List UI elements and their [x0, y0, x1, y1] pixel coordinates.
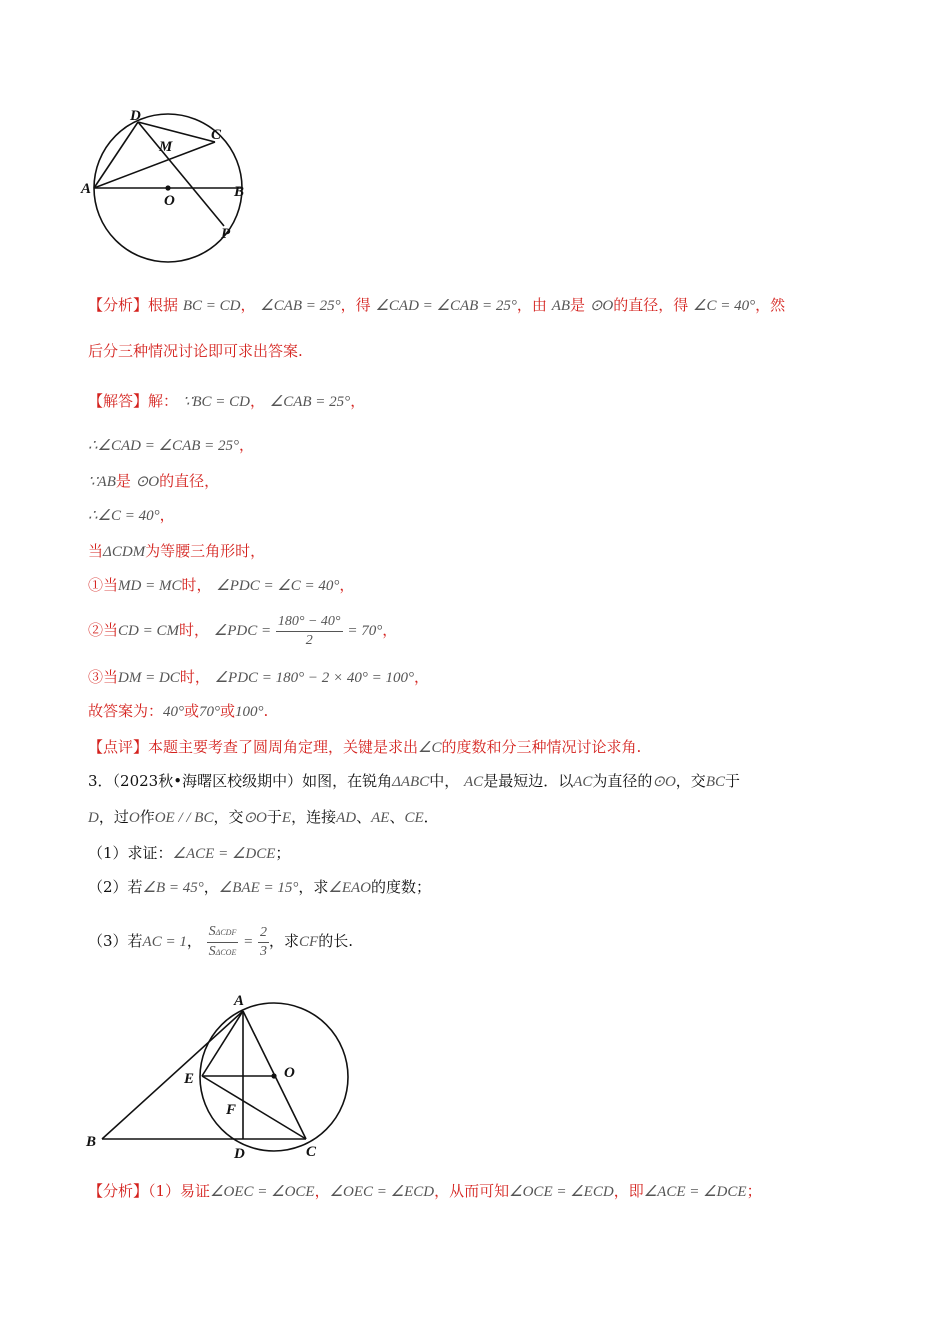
math: AC = 1 — [142, 934, 187, 950]
math: ∠CAB = 25° — [269, 394, 351, 410]
math: ∵BC = CD — [182, 394, 250, 410]
label-b: B — [234, 184, 245, 200]
text: ，然 — [755, 296, 786, 314]
text: ，得 — [340, 296, 371, 314]
text: ； — [275, 844, 291, 862]
text: 的长. — [318, 932, 353, 950]
text: ，交 — [213, 808, 244, 826]
text: ，连接 — [291, 808, 337, 826]
math: E — [281, 810, 292, 826]
text: ，过 — [98, 808, 129, 826]
solution-1-line-8 — [88, 666, 429, 689]
denominator: 3 — [260, 943, 268, 959]
text: 、 — [356, 808, 372, 826]
comment-1 — [88, 736, 641, 759]
math: ∠OEC = ∠ECD — [329, 1184, 435, 1200]
math: CE — [404, 810, 424, 826]
sub: ΔCOE — [215, 947, 237, 957]
math: ⊙O — [589, 298, 614, 314]
math: AB — [551, 298, 571, 314]
text: 或 — [184, 702, 200, 720]
math: ΔABC — [392, 774, 430, 790]
text: 是 — [115, 472, 131, 490]
segment-ac — [94, 142, 215, 188]
text: 或 — [220, 702, 236, 720]
text: 故答案为： — [88, 702, 164, 720]
math: OE / / BC — [154, 810, 214, 826]
text: ， — [239, 436, 255, 454]
text: 是最短边．以 — [483, 772, 574, 790]
text: 的直径， — [159, 472, 220, 490]
math: AC — [573, 774, 593, 790]
math: 70° — [199, 704, 221, 720]
math: CD = CM — [118, 623, 179, 639]
solution-1-line-9 — [88, 700, 268, 723]
center-dot — [271, 1073, 276, 1078]
math: = 70° — [347, 623, 383, 639]
label-e: E — [184, 1071, 195, 1087]
math: 40° — [163, 704, 185, 720]
label-d: D — [234, 1146, 245, 1162]
solution-1-line-6 — [88, 574, 354, 597]
math: ∠CAB = 25° — [260, 298, 341, 314]
math: ∴∠C = 40° — [88, 508, 160, 524]
text: （2）若 — [88, 878, 143, 896]
text: 、 — [389, 808, 405, 826]
text: ； — [746, 1182, 762, 1200]
math: ∠B = 45° — [142, 880, 204, 896]
text: ， — [186, 932, 202, 950]
text: ， — [414, 668, 430, 686]
text: ，即 — [613, 1182, 644, 1200]
text: 时， — [178, 621, 209, 639]
analysis-1-line-2: 后分三种情况讨论即可求出答案. — [88, 342, 303, 360]
sub: ΔCDF — [215, 927, 237, 937]
text: ，交 — [675, 772, 706, 790]
problem-3-question-2 — [88, 876, 431, 899]
math: D — [88, 810, 99, 826]
text: ①当 — [88, 576, 119, 594]
math: BC = CD — [182, 298, 241, 314]
label-d: D — [130, 108, 141, 124]
text: ，求 — [298, 878, 329, 896]
solution-1-line-3 — [88, 470, 219, 493]
solution-1-line-2 — [88, 434, 254, 457]
text: ， — [339, 576, 355, 594]
math: ∠EAO — [328, 880, 371, 896]
math: ∠C — [418, 740, 442, 756]
solution-1-line-1 — [88, 390, 365, 413]
text: 当 — [88, 542, 104, 560]
text: 3．（2023秋•海曙区校级期中）如图，在锐角 — [88, 772, 393, 790]
math: O — [128, 810, 140, 826]
text: ， — [159, 506, 175, 524]
math: ⊙O — [652, 774, 676, 790]
text: ， — [240, 296, 256, 314]
math: ∠PDC = 180° − 2 × 40° = 100° — [214, 670, 415, 686]
math: ∴∠CAD = ∠CAB = 25° — [88, 438, 240, 454]
label-p: P — [221, 226, 231, 242]
text: （1）求证： — [88, 844, 173, 862]
math: BC — [705, 774, 725, 790]
solution-tag: 【解答】 — [88, 392, 149, 410]
math: ⊙O — [243, 810, 267, 826]
solution-1-line-5 — [88, 540, 265, 563]
text: 的度数和分三种情况讨论求角. — [441, 738, 642, 756]
text: （1）易证 — [148, 1182, 211, 1200]
segment-dc — [138, 122, 215, 142]
math: AD — [336, 810, 357, 826]
value-fraction — [258, 924, 269, 961]
math: ∠C = 40° — [693, 298, 756, 314]
text: 是 — [570, 296, 586, 314]
text: 的度数； — [370, 878, 431, 896]
math: DM = DC — [118, 670, 180, 686]
text: ， — [249, 392, 265, 410]
numerator: 180° − 40° — [276, 613, 343, 632]
label-o: O — [284, 1065, 295, 1081]
math: ∠OEC = ∠OCE — [210, 1184, 315, 1200]
numerator: 2 — [258, 924, 269, 943]
center-dot — [165, 185, 170, 190]
analysis-1-line-1 — [88, 294, 785, 317]
analysis-3-line-1 — [88, 1180, 762, 1203]
problem-3-line-1 — [88, 770, 740, 793]
text: 根据 — [148, 296, 179, 314]
text: ， — [314, 1182, 330, 1200]
denominator: 2 — [305, 632, 313, 648]
text: 时， — [181, 576, 212, 594]
text: ， — [350, 392, 366, 410]
text: （3）若 — [88, 932, 143, 950]
text: . — [263, 702, 269, 720]
label-c: C — [211, 127, 222, 143]
denominator — [207, 943, 239, 962]
math: ∠ACE = ∠DCE — [172, 846, 276, 862]
solution-1-line-7 — [88, 608, 397, 653]
label-b: B — [86, 1134, 97, 1150]
text: 作 — [139, 808, 155, 826]
math: CF — [299, 934, 319, 950]
s: S — [208, 943, 216, 959]
s: S — [208, 923, 216, 939]
text: ， — [382, 621, 398, 639]
label-f: F — [226, 1102, 237, 1118]
label-m: M — [159, 139, 173, 155]
text: ， — [203, 878, 219, 896]
math: ∠PDC = — [213, 623, 272, 639]
equals: = — [243, 934, 254, 950]
math: ∵AB — [88, 474, 116, 490]
text: 为等腰三角形时， — [145, 542, 266, 560]
segment-ad — [94, 122, 138, 188]
problem-3-line-2 — [88, 806, 439, 829]
area-ratio-fraction — [207, 923, 239, 962]
text: ③当 — [88, 668, 119, 686]
math: ∠CAD = ∠CAB = 25° — [375, 298, 517, 314]
problem-3-question-1 — [88, 842, 290, 865]
text: 中， — [429, 772, 460, 790]
math: ΔCDM — [103, 544, 146, 560]
math: ∠PDC = ∠C = 40° — [216, 578, 340, 594]
label-o: O — [164, 193, 175, 209]
math: AE — [371, 810, 390, 826]
text: ，由 — [516, 296, 547, 314]
numerator — [207, 923, 239, 943]
label-a: A — [81, 181, 92, 197]
text: ②当 — [88, 621, 119, 639]
text: ，从而可知 — [434, 1182, 510, 1200]
math: 100° — [235, 704, 264, 720]
fraction — [276, 613, 343, 650]
math: AC — [464, 774, 484, 790]
segment-ab — [102, 1011, 243, 1139]
text: 本题主要考查了圆周角定理，关键是求出 — [148, 738, 419, 756]
text: 时， — [179, 668, 210, 686]
text: ． — [423, 808, 439, 826]
solution-1-line-4 — [88, 504, 175, 527]
label-a: A — [234, 993, 245, 1009]
text: 为直径的 — [592, 772, 653, 790]
problem-3-question-3 — [88, 918, 353, 965]
text: 解： — [148, 392, 179, 410]
math: ⊙O — [135, 474, 160, 490]
math: ∠BAE = 15° — [218, 880, 299, 896]
comment-tag: 【点评】 — [88, 738, 149, 756]
text: ，求 — [269, 932, 300, 950]
label-c: C — [306, 1144, 317, 1160]
math: MD = MC — [118, 578, 182, 594]
math: ∠OCE = ∠ECD — [509, 1184, 614, 1200]
figure-circle-1 — [80, 108, 280, 268]
analysis-tag: 【分析】 — [88, 296, 149, 314]
math: ∠ACE = ∠DCE — [643, 1184, 747, 1200]
text: 于 — [724, 772, 740, 790]
figure-circle-2 — [80, 990, 370, 1162]
analysis-tag: 【分析】 — [88, 1182, 149, 1200]
text: 于 — [266, 808, 282, 826]
text: 的直径，得 — [613, 296, 689, 314]
